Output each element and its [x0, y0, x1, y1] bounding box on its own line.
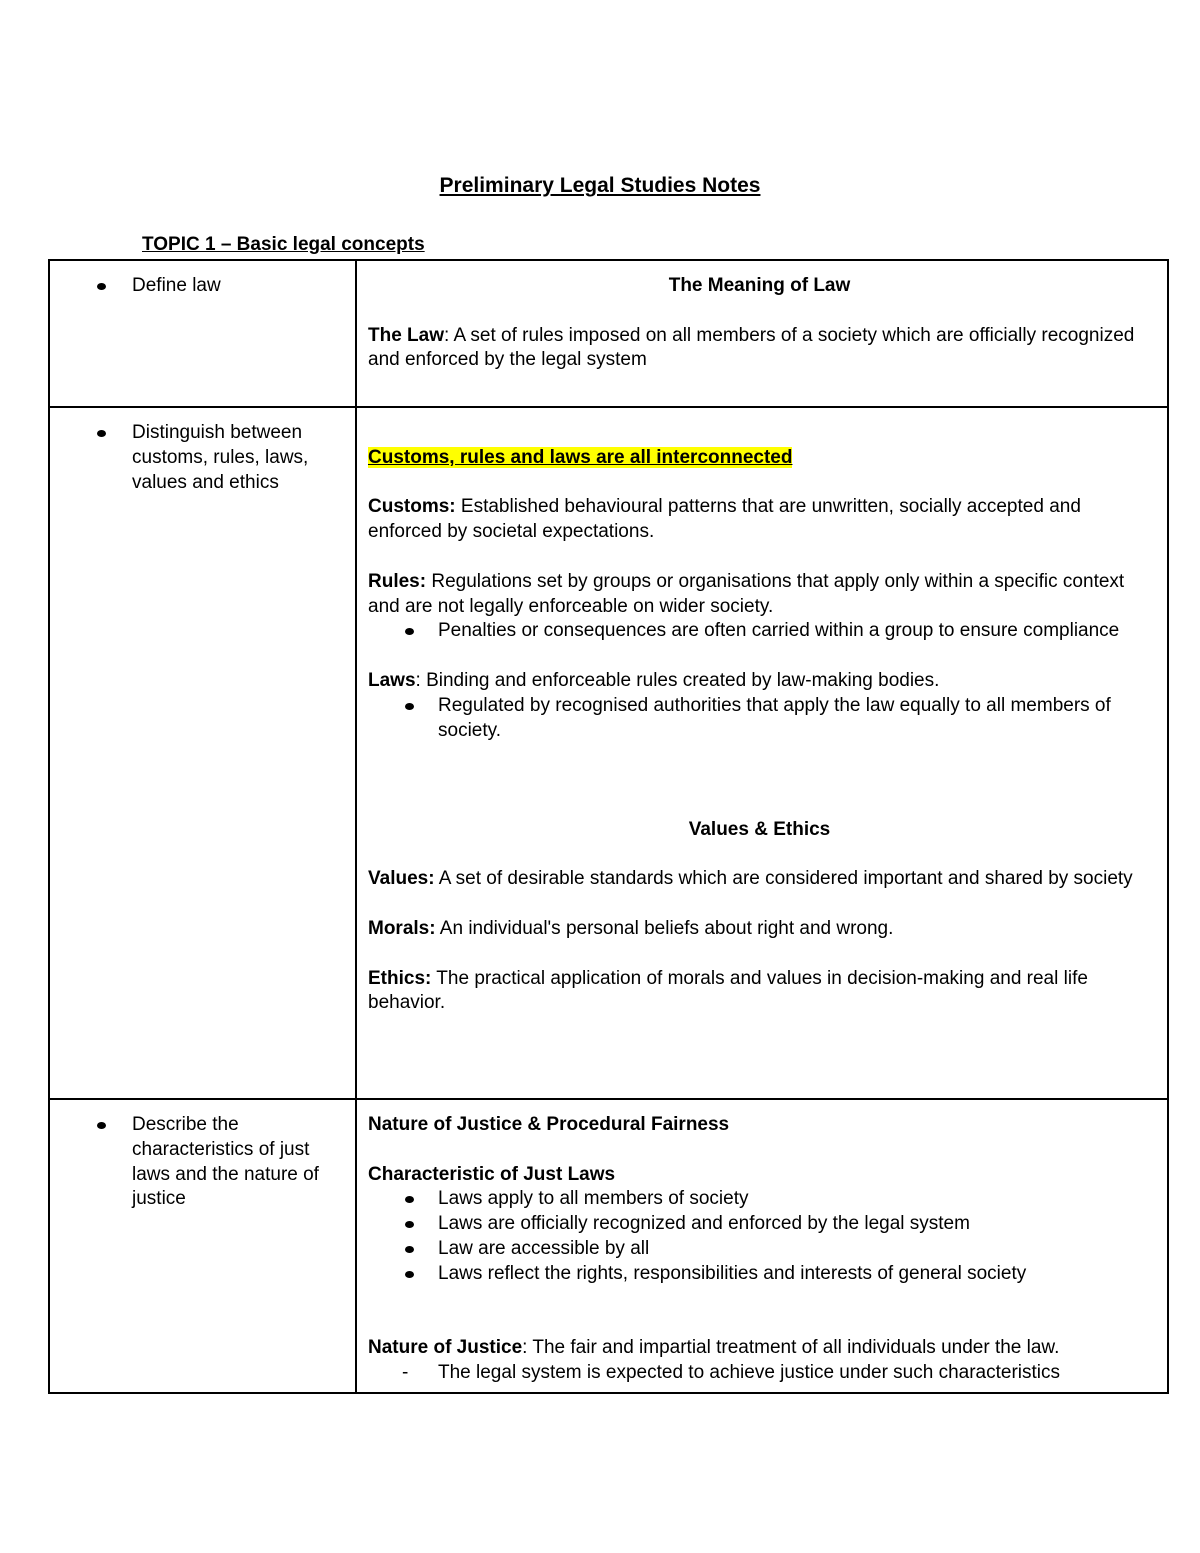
table-row	[49, 407, 1168, 1099]
objective-cell	[49, 1099, 356, 1393]
highlighted-text: Customs, rules and laws are all interconnected	[368, 446, 793, 468]
bullet-icon	[405, 1221, 414, 1228]
term-definition: Established behavioural patterns that are unwritten, socially accepted and enforced by societal expectations.	[368, 496, 1081, 543]
term-label: The Law	[368, 324, 445, 346]
bullet-icon	[97, 430, 106, 437]
list-item: Laws are officially recognized and enforced by the legal system	[438, 1212, 1151, 1237]
notes-cell	[356, 260, 1168, 407]
section-heading: Nature of Justice & Procedural Fairness	[368, 1114, 730, 1135]
table-row	[49, 260, 1168, 407]
document-title: Preliminary Legal Studies Notes	[439, 174, 761, 197]
objective-cell	[49, 260, 356, 407]
definition-ethics	[368, 967, 1151, 1017]
term-label: Morals:	[368, 917, 436, 939]
bullet-icon	[405, 703, 414, 710]
definition-laws	[368, 669, 1151, 694]
topic-heading: TOPIC 1 – Basic legal concepts	[142, 234, 425, 255]
highlight-note	[368, 446, 1151, 471]
section-subheading: Characteristic of Just Laws	[368, 1163, 616, 1185]
notes-cell	[356, 1099, 1168, 1393]
list-item: - The legal system is expected to achieve justice under such characteristics	[438, 1361, 1151, 1386]
term-definition: A set of desirable standards which are considered important and shared by society	[434, 868, 1133, 890]
table-row	[49, 1099, 1168, 1393]
laws-bullet-list	[368, 694, 1151, 744]
bullet-icon	[405, 1196, 414, 1203]
list-item: Laws reflect the rights, responsibilities and interests of general society	[438, 1262, 1151, 1287]
definition-justice	[368, 1336, 1151, 1361]
term-definition: : Binding and enforceable rules created by law-making bodies.	[415, 669, 940, 691]
bullet-icon	[405, 1246, 414, 1253]
characteristics-list	[368, 1187, 1151, 1286]
bullet-icon	[97, 283, 106, 290]
list-item: Laws apply to all members of society	[438, 1187, 1151, 1212]
objective-text: Describe the characteristics of just laws and the nature of justice	[132, 1114, 319, 1210]
objective-cell	[49, 407, 356, 1099]
definition-rules	[368, 570, 1151, 620]
definition-customs	[368, 495, 1151, 545]
term-label: Laws	[368, 669, 416, 691]
section-heading: The Meaning of Law	[668, 275, 851, 296]
bullet-icon	[405, 1271, 414, 1278]
bullet-icon	[405, 628, 414, 635]
term-definition: The practical application of morals and values in decision-making and real life behavior.	[368, 967, 1088, 1014]
objective-text: Define law	[132, 275, 221, 296]
list-item: Law are accessible by all	[438, 1237, 1151, 1262]
bullet-icon	[97, 1122, 106, 1129]
term-definition: Regulations set by groups or organisations that apply only within a specific context and are not legally enforceable on wider society.	[368, 570, 1125, 617]
definition-law	[368, 324, 1151, 374]
list-item: Regulated by recognised authorities that apply the law equally to all members of society.	[438, 694, 1151, 744]
objective-text: Distinguish between customs, rules, laws, values and ethics	[132, 422, 309, 493]
notes-cell	[356, 407, 1168, 1099]
list-item: Penalties or consequences are often carried within a group to ensure compliance	[438, 619, 1151, 644]
term-definition: : A set of rules imposed on all members of a society which are officially recognized and enforced by the legal system	[368, 324, 1135, 371]
definition-values	[368, 867, 1151, 892]
notes-table	[48, 259, 1169, 1394]
justice-dash-list	[368, 1361, 1151, 1386]
term-definition: An individual's personal beliefs about right and wrong.	[435, 917, 894, 939]
definition-morals	[368, 917, 1151, 942]
term-label: Values:	[368, 868, 435, 890]
term-definition: : The fair and impartial treatment of all individuals under the law.	[522, 1337, 1060, 1359]
section-heading: Values & Ethics	[688, 818, 831, 840]
term-label: Ethics:	[368, 967, 432, 989]
dash-marker: -	[402, 1361, 409, 1383]
term-label: Nature of Justice	[368, 1337, 523, 1359]
term-label: Customs:	[368, 496, 456, 518]
term-label: Rules:	[368, 570, 427, 592]
rules-bullet-list	[368, 619, 1151, 644]
